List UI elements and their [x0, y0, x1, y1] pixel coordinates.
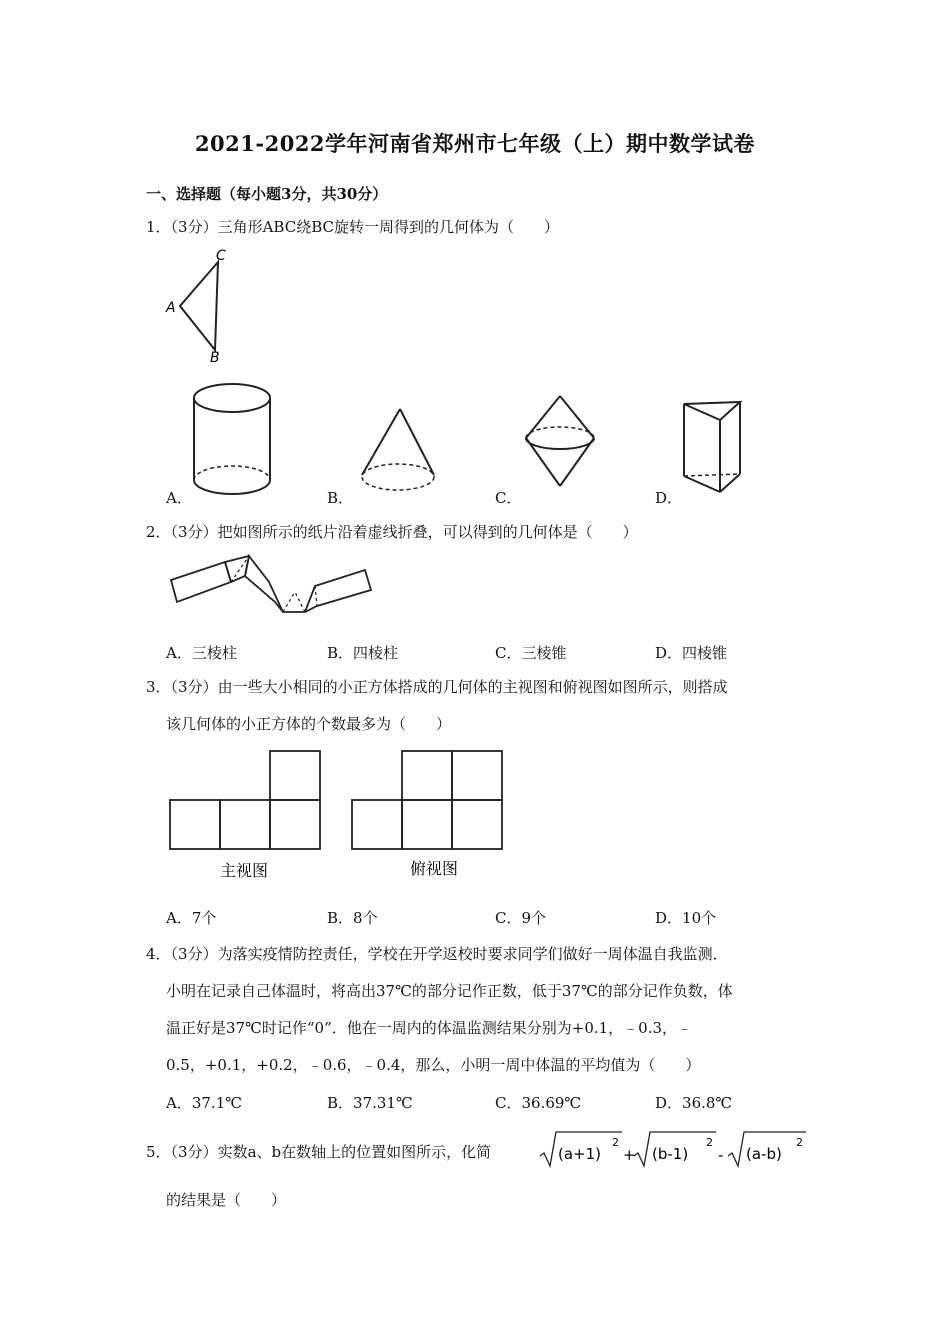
q3-option-b[interactable]: B．8个 [327, 909, 378, 927]
front-view-label: 主视图 [220, 861, 269, 880]
double-cone-figure [520, 392, 600, 492]
radicand-3: (a-b) [746, 1145, 782, 1163]
top-view-label: 俯视图 [410, 859, 459, 878]
q4-text-3: 温正好是37℃时记作“0”．他在一周内的体温监测结果分别为+0.1，﹣0.3，﹣ [166, 1019, 693, 1037]
q4-option-c[interactable]: C．36.69℃ [495, 1094, 582, 1112]
question-3-line-1 [146, 675, 728, 699]
paper-net-figure [165, 552, 375, 624]
q5-expression [538, 1128, 808, 1172]
q3-number: 3． [146, 678, 171, 696]
q2-option-c[interactable]: C．三棱锥 [495, 644, 567, 662]
q2-option-b[interactable]: B．四棱柱 [327, 644, 399, 662]
radicand-2: (b-1) [652, 1145, 689, 1163]
triangle-abc [180, 262, 218, 350]
q3-text-1: （3分）由一些大小相同的小正方体搭成的几何体的主视图和俯视图如图所示，则搭成 [170, 678, 728, 696]
label-b: B [210, 350, 220, 364]
q3-option-c[interactable]: C．9个 [495, 909, 547, 927]
top-view [352, 751, 502, 849]
plus-sign: + [623, 1146, 636, 1164]
q4-option-b[interactable]: B．37.31℃ [327, 1094, 413, 1112]
front-view [170, 751, 320, 849]
q5-text-2: 的结果是（ ） [166, 1191, 287, 1209]
exponent-3: 2 [796, 1136, 803, 1149]
triangle-abc-figure [160, 244, 240, 364]
q4-number: 4． [146, 945, 171, 963]
question-2 [146, 520, 638, 544]
q5-text: （3分）实数a、b在数轴上的位置如图所示，化简 [170, 1143, 492, 1161]
cone-figure [356, 405, 441, 500]
q4-text-4: 0.5，+0.1，+0.2，﹣0.6，﹣0.4，那么，小明一周中体温的平均值为（ ） [166, 1056, 701, 1074]
label-c: C [216, 248, 226, 264]
cylinder-figure [188, 380, 278, 500]
q1-option-d[interactable]: D． [655, 489, 683, 507]
q4-option-a[interactable]: A．37.1℃ [166, 1094, 243, 1112]
page-title: 2021-2022学年河南省郑州市七年级（上）期中数学试卷 [194, 131, 756, 156]
q2-text: （3分）把如图所示的纸片沿着虚线折叠，可以得到的几何体是（ ） [170, 523, 638, 541]
minus-sign: - [718, 1146, 724, 1164]
q4-text-1: （3分）为落实疫情防控责任，学校在开学返校时要求同学们做好一周体温自我监测． [170, 945, 728, 963]
radicand-1: (a+1) [558, 1145, 602, 1163]
question-5 [146, 1140, 491, 1164]
q3-option-d[interactable]: D．10个 [655, 909, 717, 927]
triangular-prism-figure [680, 398, 750, 498]
q3-text-2: 该几何体的小正方体的个数最多为（ ） [166, 715, 452, 733]
question-4-line-1 [146, 942, 728, 966]
q5-number: 5． [146, 1143, 171, 1161]
q1-option-b[interactable]: B． [327, 489, 354, 507]
label-a: A [166, 300, 176, 316]
q1-option-c[interactable]: C． [495, 489, 522, 507]
q1-number: 1． [146, 218, 171, 236]
views-figure [168, 748, 508, 888]
section-heading: 一、选择题（每小题3分，共30分） [146, 185, 388, 203]
q4-option-d[interactable]: D．36.8℃ [655, 1094, 733, 1112]
exponent-2: 2 [706, 1136, 713, 1149]
q1-text: （3分）三角形ABC绕BC旋转一周得到的几何体为（ ） [170, 218, 559, 236]
q3-option-a[interactable]: A．7个 [166, 909, 217, 927]
q2-number: 2． [146, 523, 171, 541]
q2-option-d[interactable]: D．四棱锥 [655, 644, 728, 662]
exponent-1: 2 [612, 1136, 619, 1149]
q2-option-a[interactable]: A．三棱柱 [166, 644, 237, 662]
q1-option-a[interactable]: A． [166, 489, 192, 507]
q4-text-2: 小明在记录自己体温时，将高出37℃的部分记作正数，低于37℃的部分记作负数，体 [166, 982, 733, 1000]
question-1 [146, 215, 559, 239]
